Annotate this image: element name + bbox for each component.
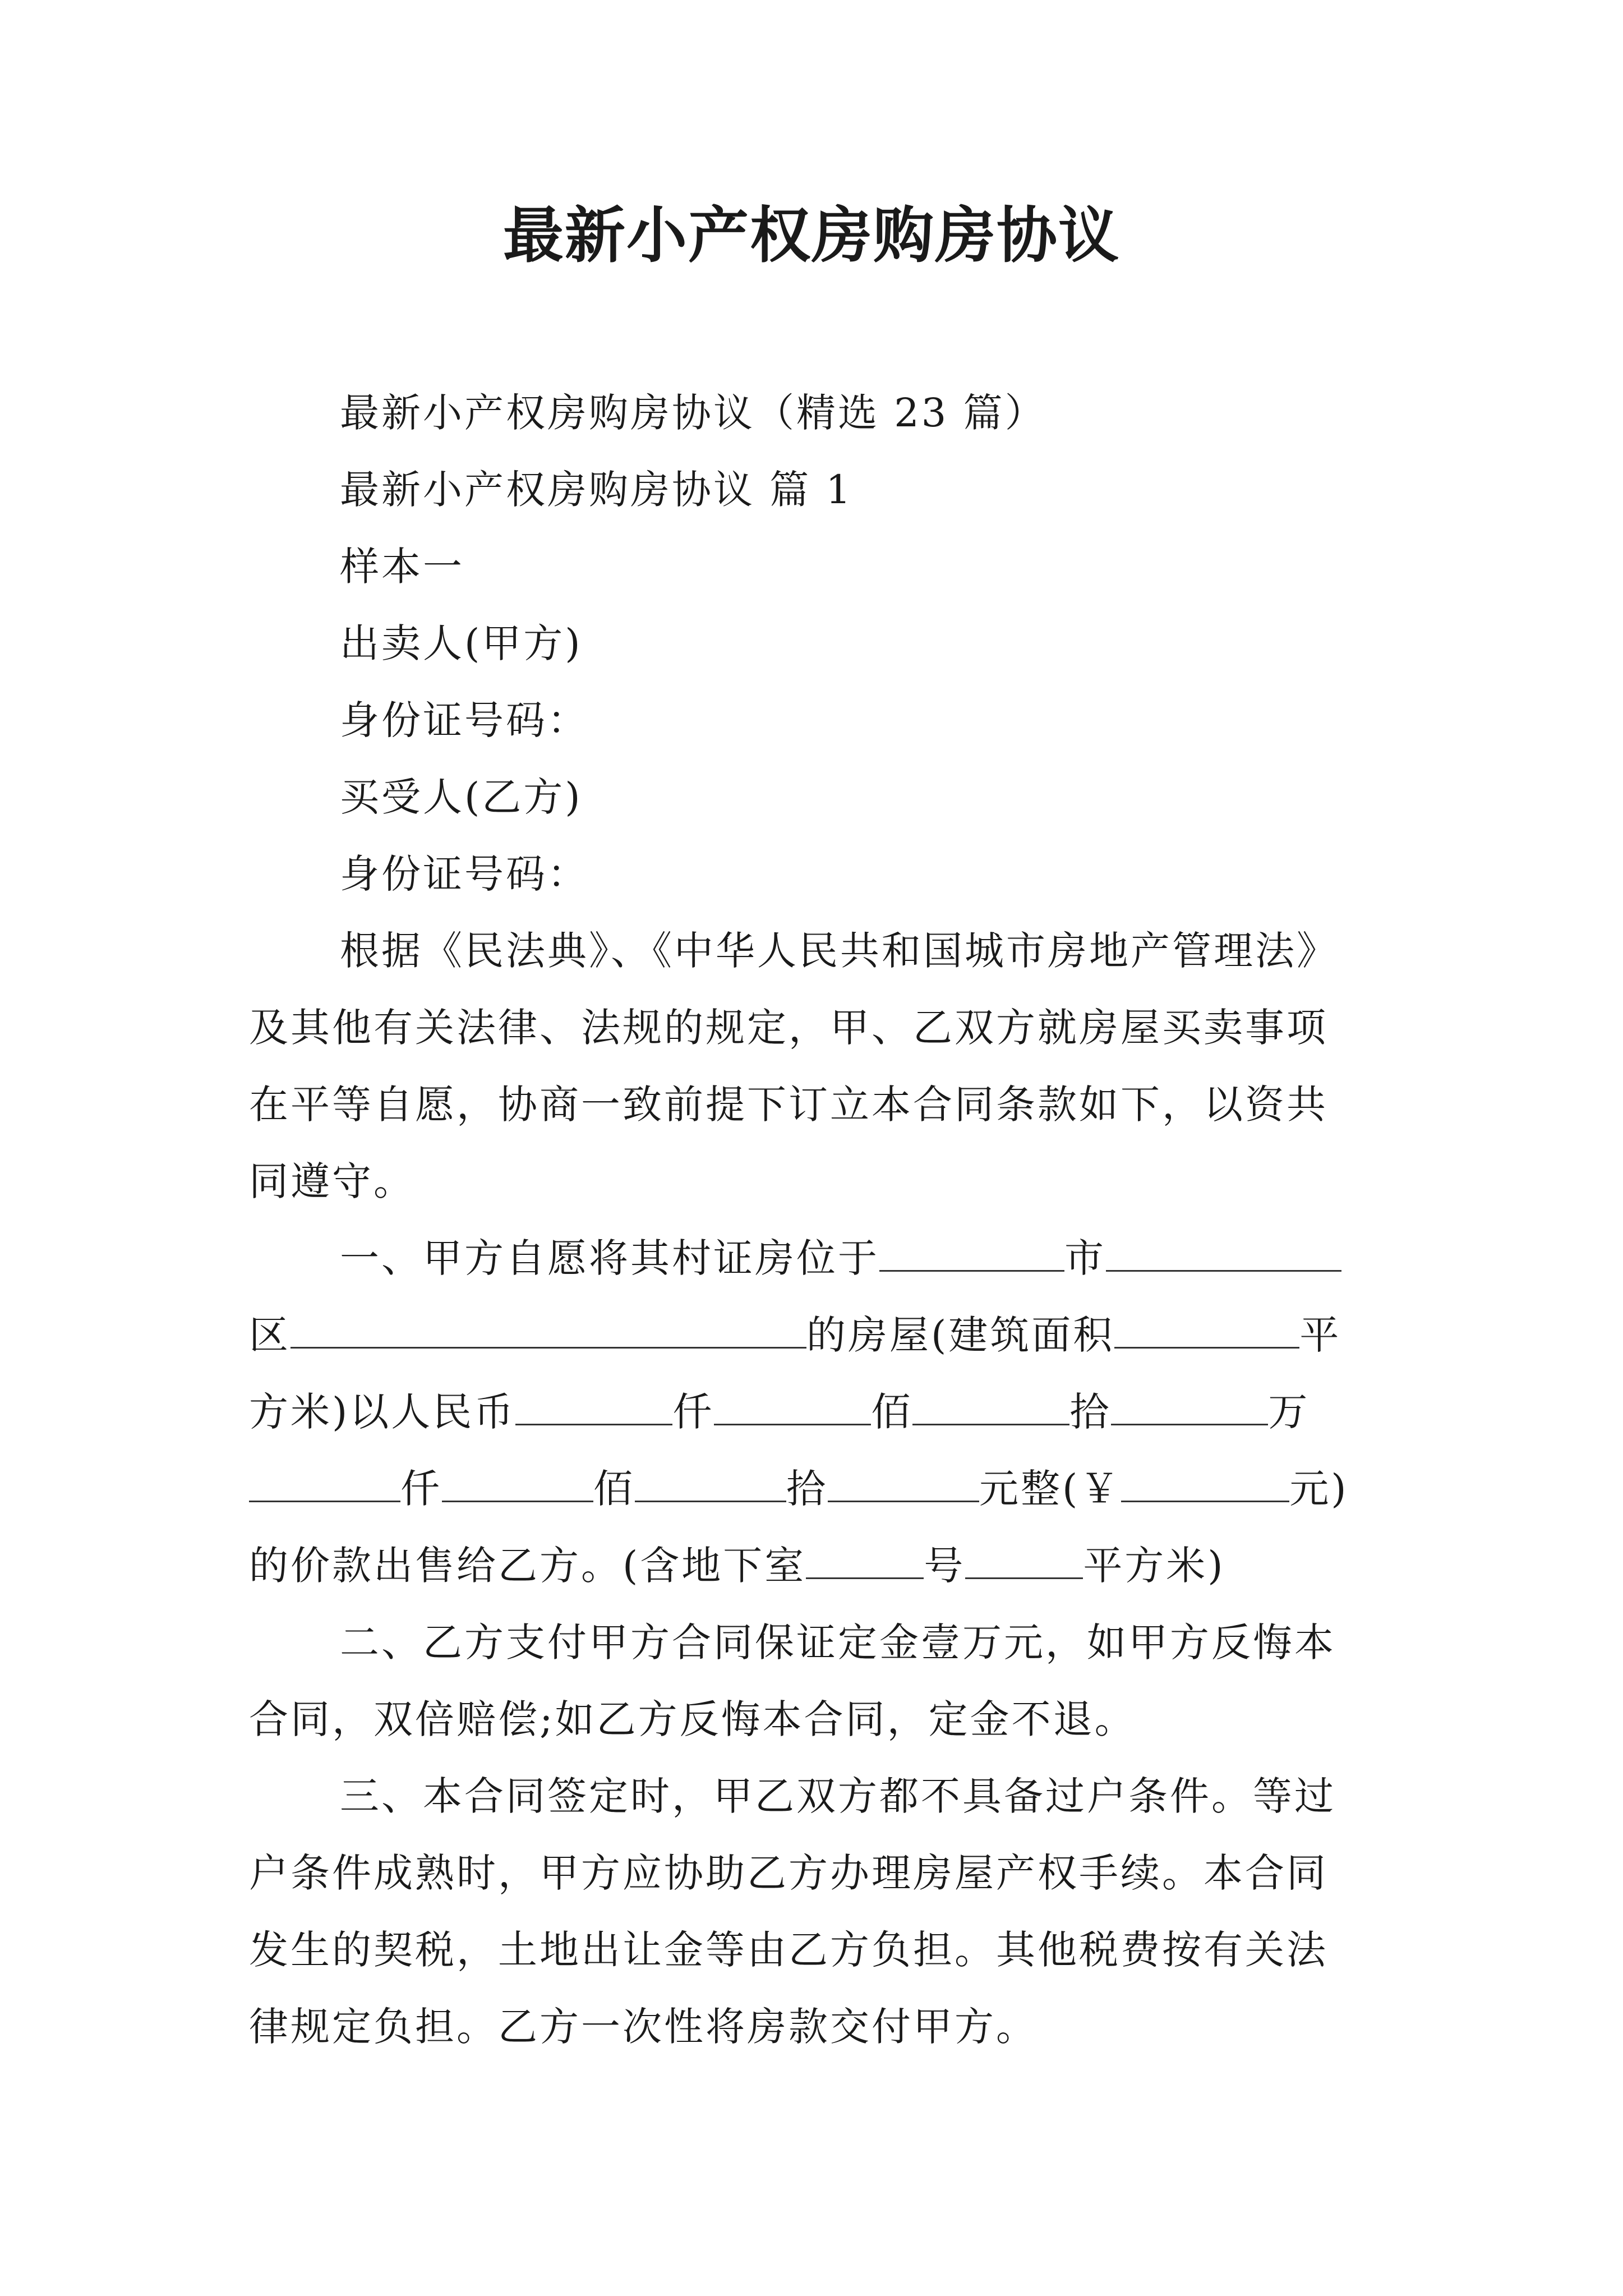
- clause1-text: 的房屋(建筑面积: [806, 1312, 1115, 1358]
- clause1-text: 号: [924, 1543, 966, 1589]
- clause1-text: 平方米): [1083, 1543, 1225, 1589]
- clause1-text: 区: [249, 1312, 291, 1358]
- document-title: 最新小产权房购房协议: [502, 200, 1120, 271]
- clause1-text: 仟: [672, 1389, 714, 1435]
- amount-blank[interactable]: [635, 1466, 786, 1502]
- seller-id-label: 身份证号码：: [340, 697, 589, 743]
- clause1-text: 市: [1064, 1235, 1106, 1281]
- amount-blank[interactable]: [249, 1466, 400, 1502]
- intro-line: 及其他有关法律、法规的规定，甲、乙双方就房屋买卖事项: [249, 1005, 1328, 1051]
- amount-blank[interactable]: [912, 1389, 1069, 1425]
- clause1-text: 拾: [1069, 1389, 1112, 1435]
- clause3-line: 发生的契税，土地出让金等由乙方负担。其他税费按有关法: [249, 1927, 1328, 1973]
- clause1-text: 拾: [786, 1466, 828, 1512]
- basement-area-blank[interactable]: [965, 1543, 1083, 1579]
- amount-blank[interactable]: [714, 1389, 871, 1425]
- clause1-text: 方米)以人民币: [249, 1389, 516, 1435]
- amount-blank[interactable]: [1111, 1389, 1268, 1425]
- section-heading: 最新小产权房购房协议 篇 1: [340, 467, 854, 513]
- clause1-text: 的价款出售给乙方。(含地下室: [249, 1543, 806, 1589]
- intro-line: 同遵守。: [249, 1158, 415, 1204]
- amount-blank[interactable]: [828, 1466, 979, 1502]
- clause2-line: 二、乙方支付甲方合同保证定金壹万元，如甲方反悔本: [340, 1619, 1336, 1665]
- buyer-id-label: 身份证号码：: [340, 851, 589, 897]
- amount-blank[interactable]: [442, 1466, 593, 1502]
- clause1-text: 平: [1299, 1312, 1341, 1358]
- clause1-text: 一、甲方自愿将其村证房位于: [340, 1235, 879, 1281]
- clause1-line: [249, 1527, 1393, 1604]
- clause3-line: 三、本合同签定时，甲乙双方都不具备过户条件。等过: [340, 1773, 1336, 1819]
- clause1-text: 元整(￥: [979, 1466, 1122, 1512]
- clause1-text: 佰: [593, 1466, 635, 1512]
- district-prefix-blank[interactable]: [1106, 1235, 1341, 1272]
- intro-line: 在平等自愿，协商一致前提下订立本合同条款如下，以资共: [249, 1082, 1328, 1128]
- clause1-text: 仟: [400, 1466, 442, 1512]
- clause3-line: 律规定负担。乙方一次性将房款交付甲方。: [249, 2004, 1038, 2050]
- clause1-line: [249, 1451, 1393, 1527]
- clause1-text: 万: [1268, 1389, 1310, 1435]
- district-blank[interactable]: [291, 1312, 806, 1349]
- amount-numeric-blank[interactable]: [1121, 1466, 1289, 1502]
- buyer-label: 买受人(乙方): [340, 774, 583, 820]
- document-body: [249, 375, 1393, 2065]
- clause2-line: 合同，双倍赔偿;如乙方反悔本合同，定金不退。: [249, 1696, 1136, 1742]
- intro-line: 根据《民法典》、《中华人民共和国城市房地产管理法》: [340, 928, 1338, 974]
- city-blank[interactable]: [879, 1235, 1064, 1272]
- clause1-text: 佰: [871, 1389, 913, 1435]
- clause1-line: [249, 1220, 1393, 1297]
- sample-label: 样本一: [340, 544, 464, 590]
- clause1-line: [249, 1374, 1393, 1451]
- clause1-text: 元): [1289, 1466, 1349, 1512]
- seller-label: 出卖人(甲方): [340, 620, 583, 666]
- clause3-line: 户条件成熟时，甲方应协助乙方办理房屋产权手续。本合同: [249, 1850, 1328, 1896]
- basement-number-blank[interactable]: [806, 1543, 924, 1579]
- subtitle: 最新小产权房购房协议（精选 23 篇）: [340, 390, 1046, 436]
- area-blank[interactable]: [1114, 1312, 1299, 1349]
- amount-blank[interactable]: [515, 1389, 672, 1425]
- clause1-line: [249, 1297, 1393, 1374]
